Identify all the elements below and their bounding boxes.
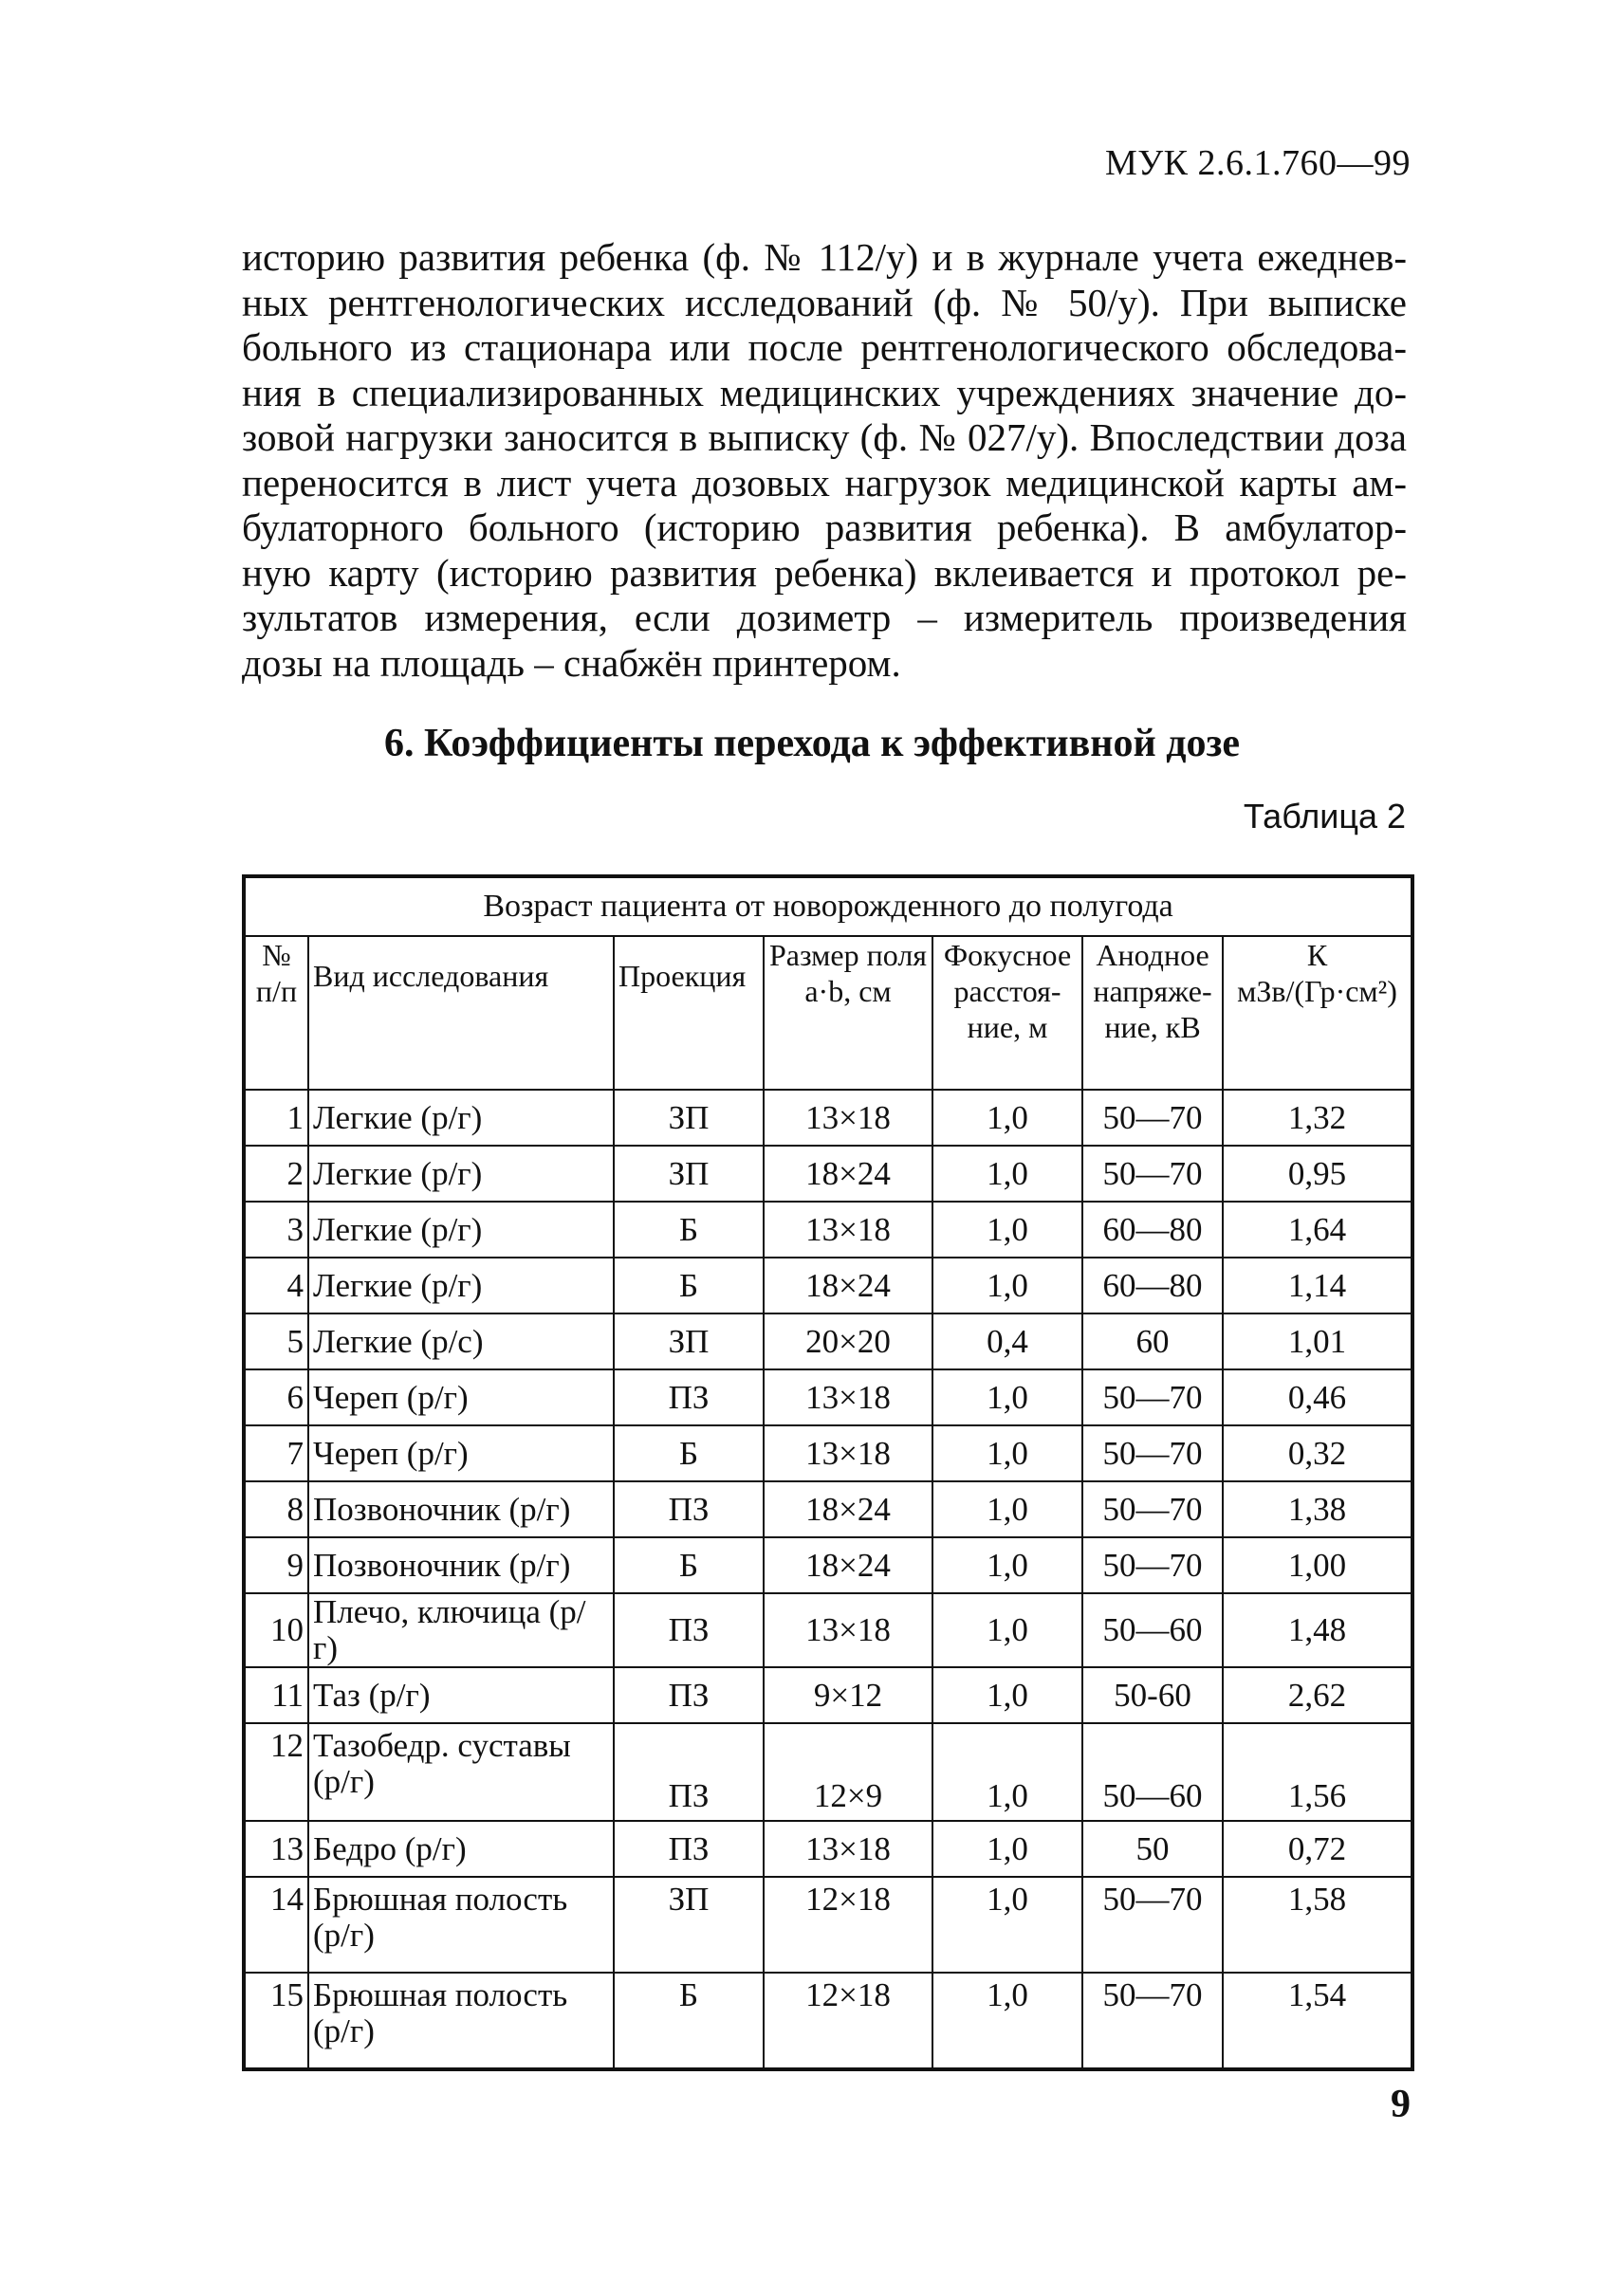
header-projection: Проекция <box>614 936 764 1090</box>
row-focal-distance: 1,0 <box>932 1090 1082 1146</box>
row-k-coefficient: 1,00 <box>1223 1537 1412 1593</box>
row-projection: ПЗ <box>614 1667 764 1723</box>
row-exam-type: Позвоночник (р/г) <box>308 1481 614 1537</box>
row-number: 2 <box>244 1146 308 1202</box>
table-label: Таблица 2 <box>1243 797 1406 836</box>
row-anode-voltage: 60—80 <box>1082 1202 1223 1258</box>
row-k-coefficient: 1,01 <box>1223 1313 1412 1369</box>
row-focal-distance: 1,0 <box>932 1146 1082 1202</box>
row-exam-type: Тазобедр. суставы (р/г) <box>308 1723 614 1821</box>
body-paragraph <box>242 235 1407 686</box>
row-field-size: 13×18 <box>764 1593 932 1667</box>
row-exam-type: Бедро (р/г) <box>308 1821 614 1877</box>
row-number: 7 <box>244 1425 308 1481</box>
row-exam-type: Легкие (р/г) <box>308 1258 614 1313</box>
row-exam-type: Плечо, ключица (р/г) <box>308 1593 614 1667</box>
header-k-coefficient: К мЗв/(Гр·см²) <box>1223 936 1412 1090</box>
row-field-size: 20×20 <box>764 1313 932 1369</box>
paragraph-line: ния в специализированных медицинских учреждениях значение до- <box>242 370 1407 414</box>
row-exam-type: Череп (р/г) <box>308 1369 614 1425</box>
paragraph-line: ную карту (историю развития ребенка) вклеивается и протокол ре- <box>242 550 1407 595</box>
row-exam-type: Легкие (р/с) <box>308 1313 614 1369</box>
row-field-size: 13×18 <box>764 1202 932 1258</box>
row-exam-type: Череп (р/г) <box>308 1425 614 1481</box>
row-focal-distance: 0,4 <box>932 1313 1082 1369</box>
row-projection: ПЗ <box>614 1821 764 1877</box>
row-k-coefficient: 1,32 <box>1223 1090 1412 1146</box>
table-row <box>244 1202 1412 1258</box>
table-row <box>244 1667 1412 1723</box>
row-field-size: 13×18 <box>764 1821 932 1877</box>
row-field-size: 13×18 <box>764 1425 932 1481</box>
paragraph-line: ных рентгенологических исследований (ф. № 50/у). При выписке <box>242 280 1407 324</box>
row-field-size: 18×24 <box>764 1481 932 1537</box>
row-projection: Б <box>614 1425 764 1481</box>
table-row <box>244 1973 1412 2069</box>
table-row <box>244 1593 1412 1667</box>
row-focal-distance: 1,0 <box>932 1593 1082 1667</box>
table-row <box>244 1425 1412 1481</box>
row-focal-distance: 1,0 <box>932 1258 1082 1313</box>
header-focal-distance: Фокусное расстоя-ние, м <box>932 936 1082 1090</box>
header-field-size: Размер поля a·b, см <box>764 936 932 1090</box>
row-field-size: 13×18 <box>764 1369 932 1425</box>
row-anode-voltage: 50—70 <box>1082 1425 1223 1481</box>
row-anode-voltage: 60—80 <box>1082 1258 1223 1313</box>
row-focal-distance: 1,0 <box>932 1425 1082 1481</box>
row-projection: Б <box>614 1973 764 2069</box>
row-field-size: 12×9 <box>764 1723 932 1821</box>
table-row <box>244 1537 1412 1593</box>
paragraph-line: больного из стационара или после рентгенологического обследова- <box>242 325 1407 369</box>
row-field-size: 12×18 <box>764 1973 932 2069</box>
row-exam-type: Легкие (р/г) <box>308 1202 614 1258</box>
row-number: 6 <box>244 1369 308 1425</box>
row-projection: ЗП <box>614 1877 764 1973</box>
row-focal-distance: 1,0 <box>932 1973 1082 2069</box>
row-number: 3 <box>244 1202 308 1258</box>
row-exam-type: Позвоночник (р/г) <box>308 1537 614 1593</box>
row-projection: ПЗ <box>614 1369 764 1425</box>
header-anode-voltage: Анодное напряже-ние, кВ <box>1082 936 1223 1090</box>
table-row <box>244 1090 1412 1146</box>
row-projection: ЗП <box>614 1090 764 1146</box>
row-k-coefficient: 1,64 <box>1223 1202 1412 1258</box>
row-k-coefficient: 1,58 <box>1223 1877 1412 1973</box>
row-exam-type: Легкие (р/г) <box>308 1090 614 1146</box>
row-anode-voltage: 60 <box>1082 1313 1223 1369</box>
row-anode-voltage: 50—70 <box>1082 1481 1223 1537</box>
table-row <box>244 1313 1412 1369</box>
row-field-size: 18×24 <box>764 1146 932 1202</box>
row-field-size: 18×24 <box>764 1537 932 1593</box>
row-projection: ПЗ <box>614 1481 764 1537</box>
row-focal-distance: 1,0 <box>932 1369 1082 1425</box>
row-number: 8 <box>244 1481 308 1537</box>
table-row <box>244 1723 1412 1821</box>
document-code: МУК 2.6.1.760—99 <box>1104 143 1411 183</box>
row-exam-type: Брюшная полость (р/г) <box>308 1973 614 2069</box>
table-header-row <box>244 936 1412 1090</box>
row-focal-distance: 1,0 <box>932 1821 1082 1877</box>
row-number: 9 <box>244 1537 308 1593</box>
row-k-coefficient: 0,46 <box>1223 1369 1412 1425</box>
row-number: 5 <box>244 1313 308 1369</box>
paragraph-line: зультатов измерения, если дозиметр – измеритель произведения <box>242 596 1407 639</box>
row-focal-distance: 1,0 <box>932 1202 1082 1258</box>
row-k-coefficient: 1,38 <box>1223 1481 1412 1537</box>
paragraph-line: переносится в лист учета дозовых нагрузок медицинской карты ам- <box>242 460 1407 505</box>
row-projection: Б <box>614 1202 764 1258</box>
table-body <box>244 1090 1412 2069</box>
row-anode-voltage: 50—70 <box>1082 1537 1223 1593</box>
row-field-size: 13×18 <box>764 1090 932 1146</box>
row-anode-voltage: 50—70 <box>1082 1973 1223 2069</box>
row-projection: ПЗ <box>614 1723 764 1821</box>
row-number: 11 <box>244 1667 308 1723</box>
row-anode-voltage: 50-60 <box>1082 1667 1223 1723</box>
row-focal-distance: 1,0 <box>932 1667 1082 1723</box>
row-number: 10 <box>244 1593 308 1667</box>
row-k-coefficient: 1,14 <box>1223 1258 1412 1313</box>
row-k-coefficient: 1,56 <box>1223 1723 1412 1821</box>
header-type: Вид исследования <box>308 936 614 1090</box>
coefficients-table <box>242 874 1414 2071</box>
row-exam-type: Брюшная полость (р/г) <box>308 1877 614 1973</box>
row-number: 12 <box>244 1723 308 1821</box>
row-projection: Б <box>614 1258 764 1313</box>
row-anode-voltage: 50—70 <box>1082 1090 1223 1146</box>
row-anode-voltage: 50—70 <box>1082 1146 1223 1202</box>
row-k-coefficient: 2,62 <box>1223 1667 1412 1723</box>
row-number: 13 <box>244 1821 308 1877</box>
table-caption: Возраст пациента от новорожденного до полугода <box>244 876 1412 936</box>
row-k-coefficient: 0,95 <box>1223 1146 1412 1202</box>
row-number: 4 <box>244 1258 308 1313</box>
table-row <box>244 1877 1412 1973</box>
row-exam-type: Таз (р/г) <box>308 1667 614 1723</box>
row-number: 1 <box>244 1090 308 1146</box>
table-row <box>244 1258 1412 1313</box>
row-field-size: 12×18 <box>764 1877 932 1973</box>
row-projection: ЗП <box>614 1313 764 1369</box>
paragraph-line: зовой нагрузки заносится в выписку (ф. № 027/у). Впоследствии доза <box>242 415 1407 459</box>
row-k-coefficient: 0,32 <box>1223 1425 1412 1481</box>
row-projection: Б <box>614 1537 764 1593</box>
row-projection: ЗП <box>614 1146 764 1202</box>
row-focal-distance: 1,0 <box>932 1877 1082 1973</box>
table-row <box>244 1146 1412 1202</box>
row-field-size: 9×12 <box>764 1667 932 1723</box>
row-focal-distance: 1,0 <box>932 1481 1082 1537</box>
row-k-coefficient: 0,72 <box>1223 1821 1412 1877</box>
row-focal-distance: 1,0 <box>932 1723 1082 1821</box>
table-row <box>244 1481 1412 1537</box>
row-anode-voltage: 50—70 <box>1082 1877 1223 1973</box>
row-projection: ПЗ <box>614 1593 764 1667</box>
table-caption-row <box>244 876 1412 936</box>
row-k-coefficient: 1,54 <box>1223 1973 1412 2069</box>
row-anode-voltage: 50—70 <box>1082 1369 1223 1425</box>
row-anode-voltage: 50 <box>1082 1821 1223 1877</box>
table-row <box>244 1821 1412 1877</box>
row-focal-distance: 1,0 <box>932 1537 1082 1593</box>
row-anode-voltage: 50—60 <box>1082 1723 1223 1821</box>
row-field-size: 18×24 <box>764 1258 932 1313</box>
paragraph-line: дозы на площадь – снабжён принтером. <box>242 640 901 685</box>
table-row <box>244 1369 1412 1425</box>
page-number: 9 <box>1391 2083 1411 2126</box>
header-num: № п/п <box>244 936 308 1090</box>
row-number: 15 <box>244 1973 308 2069</box>
section-title: 6. Коэффициенты перехода к эффективной дозе <box>384 722 1240 765</box>
paragraph-line: булаторного больного (историю развития ребенка). В амбулатор- <box>242 505 1407 549</box>
row-number: 14 <box>244 1877 308 1973</box>
paragraph-line: историю развития ребенка (ф. № 112/у) и в журнале учета ежеднев- <box>242 235 1407 279</box>
row-anode-voltage: 50—60 <box>1082 1593 1223 1667</box>
row-exam-type: Легкие (р/г) <box>308 1146 614 1202</box>
row-k-coefficient: 1,48 <box>1223 1593 1412 1667</box>
